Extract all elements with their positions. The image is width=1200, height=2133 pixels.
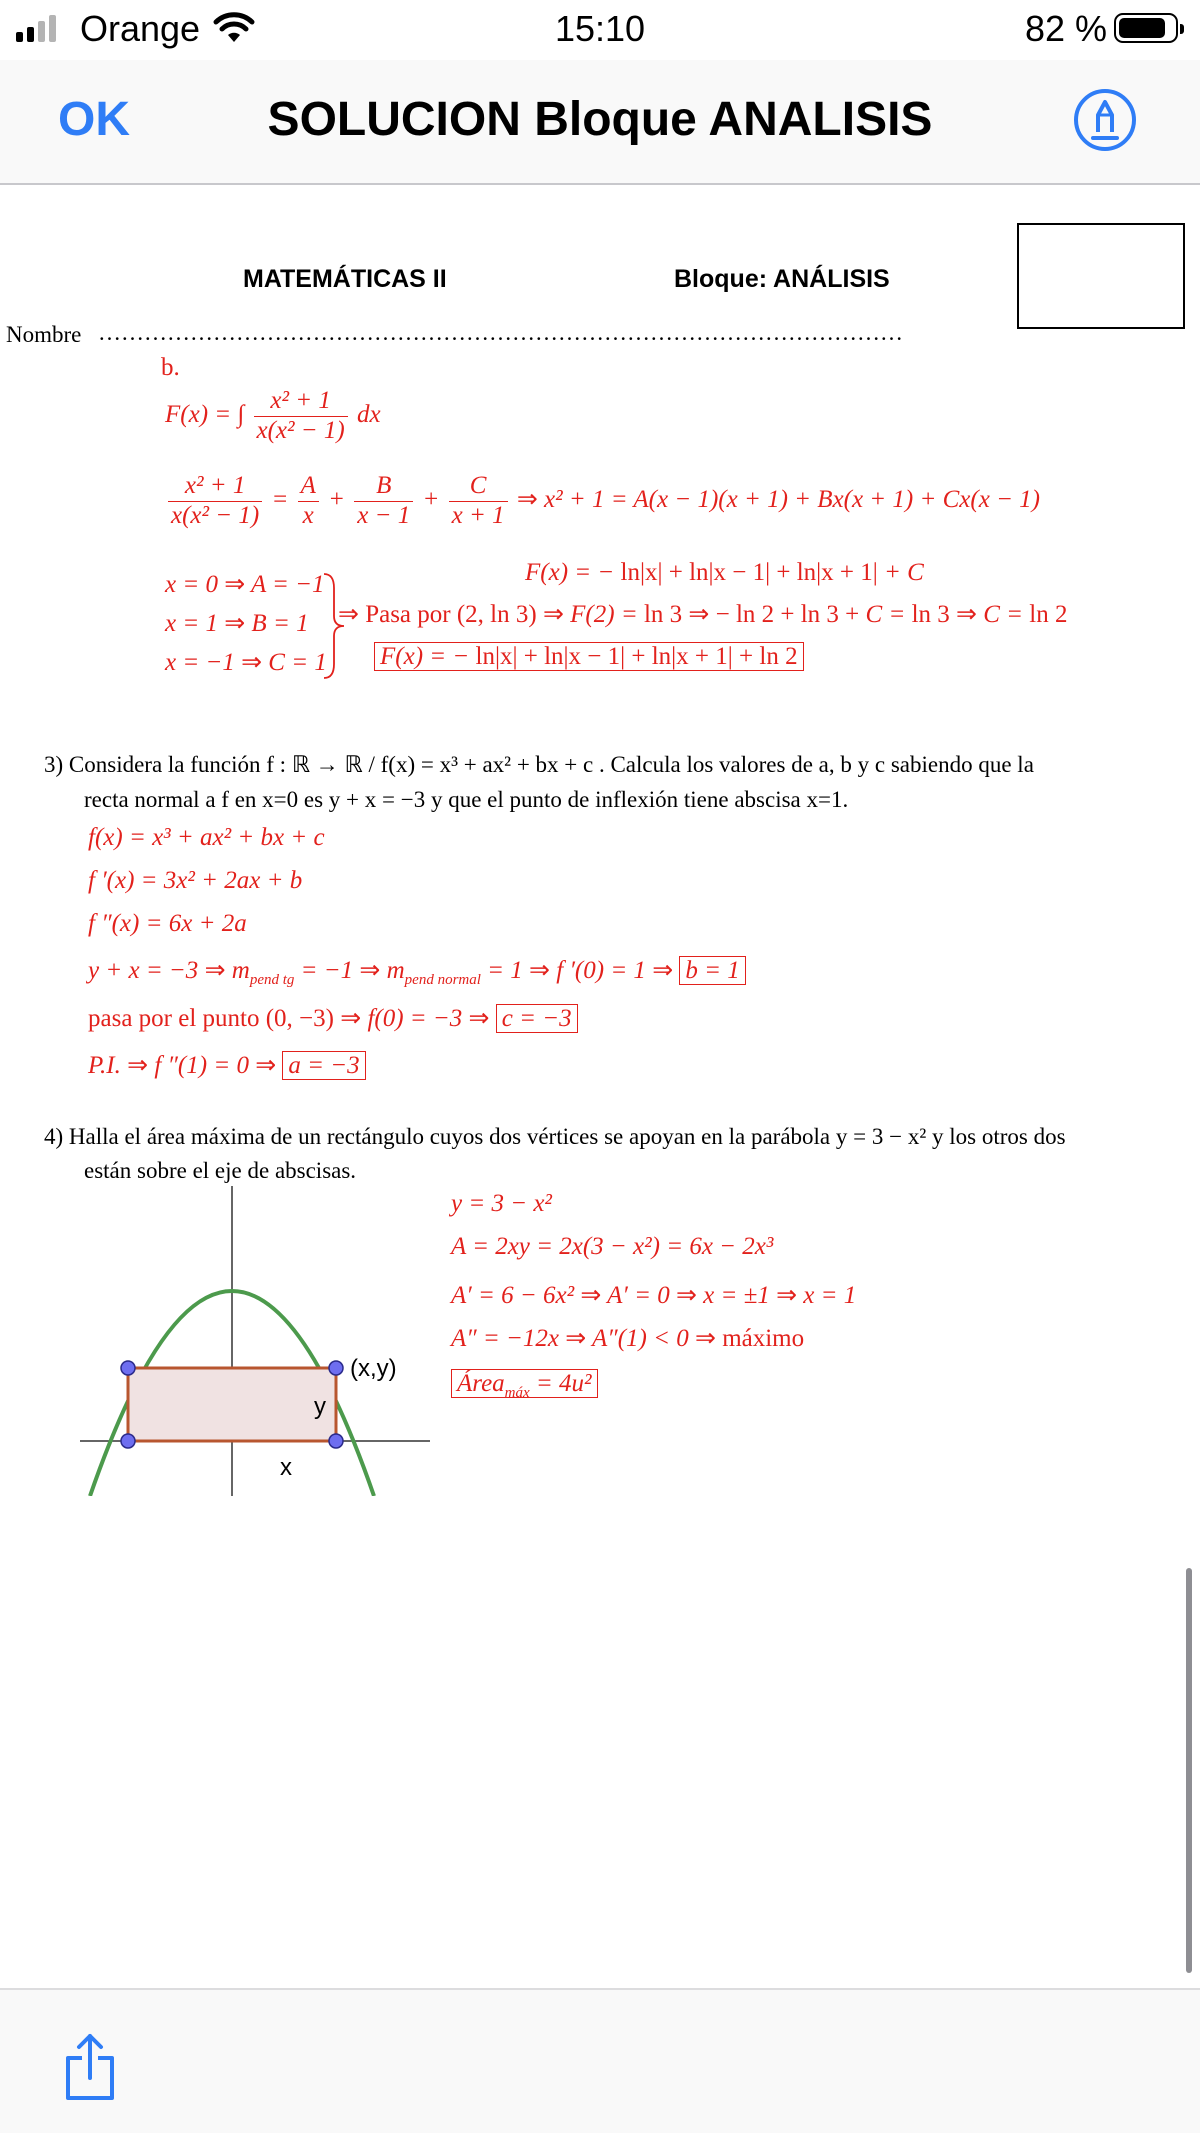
problem-4-statement: 4) Halla el área máxima de un rectángulo cuyos dos vértices se apoyan en la parábola y = 3 − x² y los otros dos	[44, 1124, 1066, 1149]
ok-button[interactable]: OK	[58, 93, 130, 146]
vertex-bottom-right	[329, 1434, 343, 1448]
vertex-top-right	[329, 1361, 343, 1375]
second-derivative-test: A″ = −12x ⇒ A″(1) < 0 ⇒ máximo	[451, 1325, 805, 1352]
area-derivative: A′ = 6 − 6x² ⇒ A′ = 0 ⇒ x = ±1 ⇒ x = 1	[451, 1282, 857, 1309]
second-derivative: f ″(x) = 6x + 2a	[88, 910, 247, 937]
height-label: y	[314, 1393, 326, 1420]
markup-pen-icon[interactable]	[1073, 88, 1137, 152]
antiderivative-general: F(x) = − ln|x| + ln|x − 1| + ln|x + 1| + C	[525, 559, 924, 586]
problem-3-statement: 3) Considera la función f : ℝ → ℝ / f(x) = x³ + ax² + bx + c . Calcula los valores de a, b y c sabiendo que la	[44, 752, 1034, 777]
inscribed-rectangle	[128, 1368, 336, 1441]
function-def: f(x) = x³ + ax² + bx + c	[88, 824, 325, 851]
vertex-bottom-left	[121, 1434, 135, 1448]
coef-c: x = −1 ⇒ C = 1	[165, 649, 327, 676]
share-icon[interactable]	[62, 2032, 118, 2102]
inflection-condition: P.I. ⇒ f ″(1) = 0 ⇒ a = −3	[88, 1050, 366, 1080]
subject-heading: MATEMÁTICAS II	[243, 265, 447, 293]
vertex-top-left	[121, 1361, 135, 1375]
max-area-result: Área$_{máx}$ = 4u²	[451, 1370, 598, 1402]
signal-icon	[16, 14, 56, 42]
bottom-toolbar	[0, 1988, 1200, 2133]
battery-icon	[1114, 13, 1178, 43]
grade-box	[1017, 223, 1185, 329]
coef-a: x = 0 ⇒ A = −1	[165, 571, 325, 598]
partial-fractions: $\frac{\text{x² + 1}}{\text{x(x² − 1)}}$ = $\frac{A}{x}$ + $\frac{B}{x - 1}$ + $\frac{C}{x + 1}$ ⇒ x² + 1 = A(x − 1)(x + 1) + Bx(x + 1) + Cx(x − 1)	[165, 472, 1040, 531]
first-derivative: f ′(x) = 3x² + 2ax + b	[88, 867, 303, 894]
area-function: A = 2xy = 2x(3 − x²) = 6x − 2x³	[451, 1233, 774, 1260]
nombre-label: Nombre	[6, 322, 82, 347]
battery-percentage: 82 %	[1025, 8, 1108, 49]
boxed-antiderivative: F(x) = − ln|x| + ln|x − 1| + ln|x + 1| + ln 2	[374, 643, 804, 671]
clock: 15:10	[554, 8, 646, 49]
coef-b: x = 1 ⇒ B = 1	[165, 610, 309, 637]
wifi-icon	[212, 10, 256, 44]
normal-line-condition: y + x = −3 ⇒ $m_{pend tg} = -1$ ⇒ $m_{pend normal} = 1$ ⇒ f ′(0) = 1 ⇒ b = 1	[88, 955, 746, 989]
point-label: (x,y)	[350, 1355, 397, 1382]
base-label: x	[280, 1454, 292, 1481]
problem-3-statement-cont: recta normal a f en x=0 es y + x = −3 y que el punto de inflexión tiene abscisa x=1.	[84, 787, 849, 812]
integral-expression: F(x) = ∫ $\frac{\text{x² + 1}}{\text{x(x² − 1)}}$ dx	[165, 387, 381, 444]
point-condition: pasa por el punto (0, −3) ⇒ f(0) = −3 ⇒ c = −3	[88, 1003, 578, 1033]
document-page	[0, 187, 1200, 1987]
scrollbar[interactable]	[1186, 1568, 1192, 1973]
parabola-eq: y = 3 − x²	[451, 1190, 552, 1217]
problem-4-statement-cont: están sobre el eje de abscisas.	[84, 1158, 357, 1183]
navigation-bar	[0, 60, 1200, 185]
document-title: SOLUCION Bloque ANALISIS	[267, 93, 933, 146]
carrier-name: Orange	[80, 8, 201, 49]
part-b-label: b.	[161, 354, 180, 381]
block-heading: Bloque: ANÁLISIS	[674, 265, 890, 293]
nombre-line: ……………………………………………………………………………………………	[98, 320, 903, 345]
status-bar	[0, 0, 1200, 60]
parabola-graph	[80, 1186, 440, 1496]
initial-condition: ⇒ Pasa por (2, ln 3) ⇒ F(2) = ln 3 ⇒ − ln 2 + ln 3 + C = ln 3 ⇒ C = ln 2	[338, 601, 1068, 628]
